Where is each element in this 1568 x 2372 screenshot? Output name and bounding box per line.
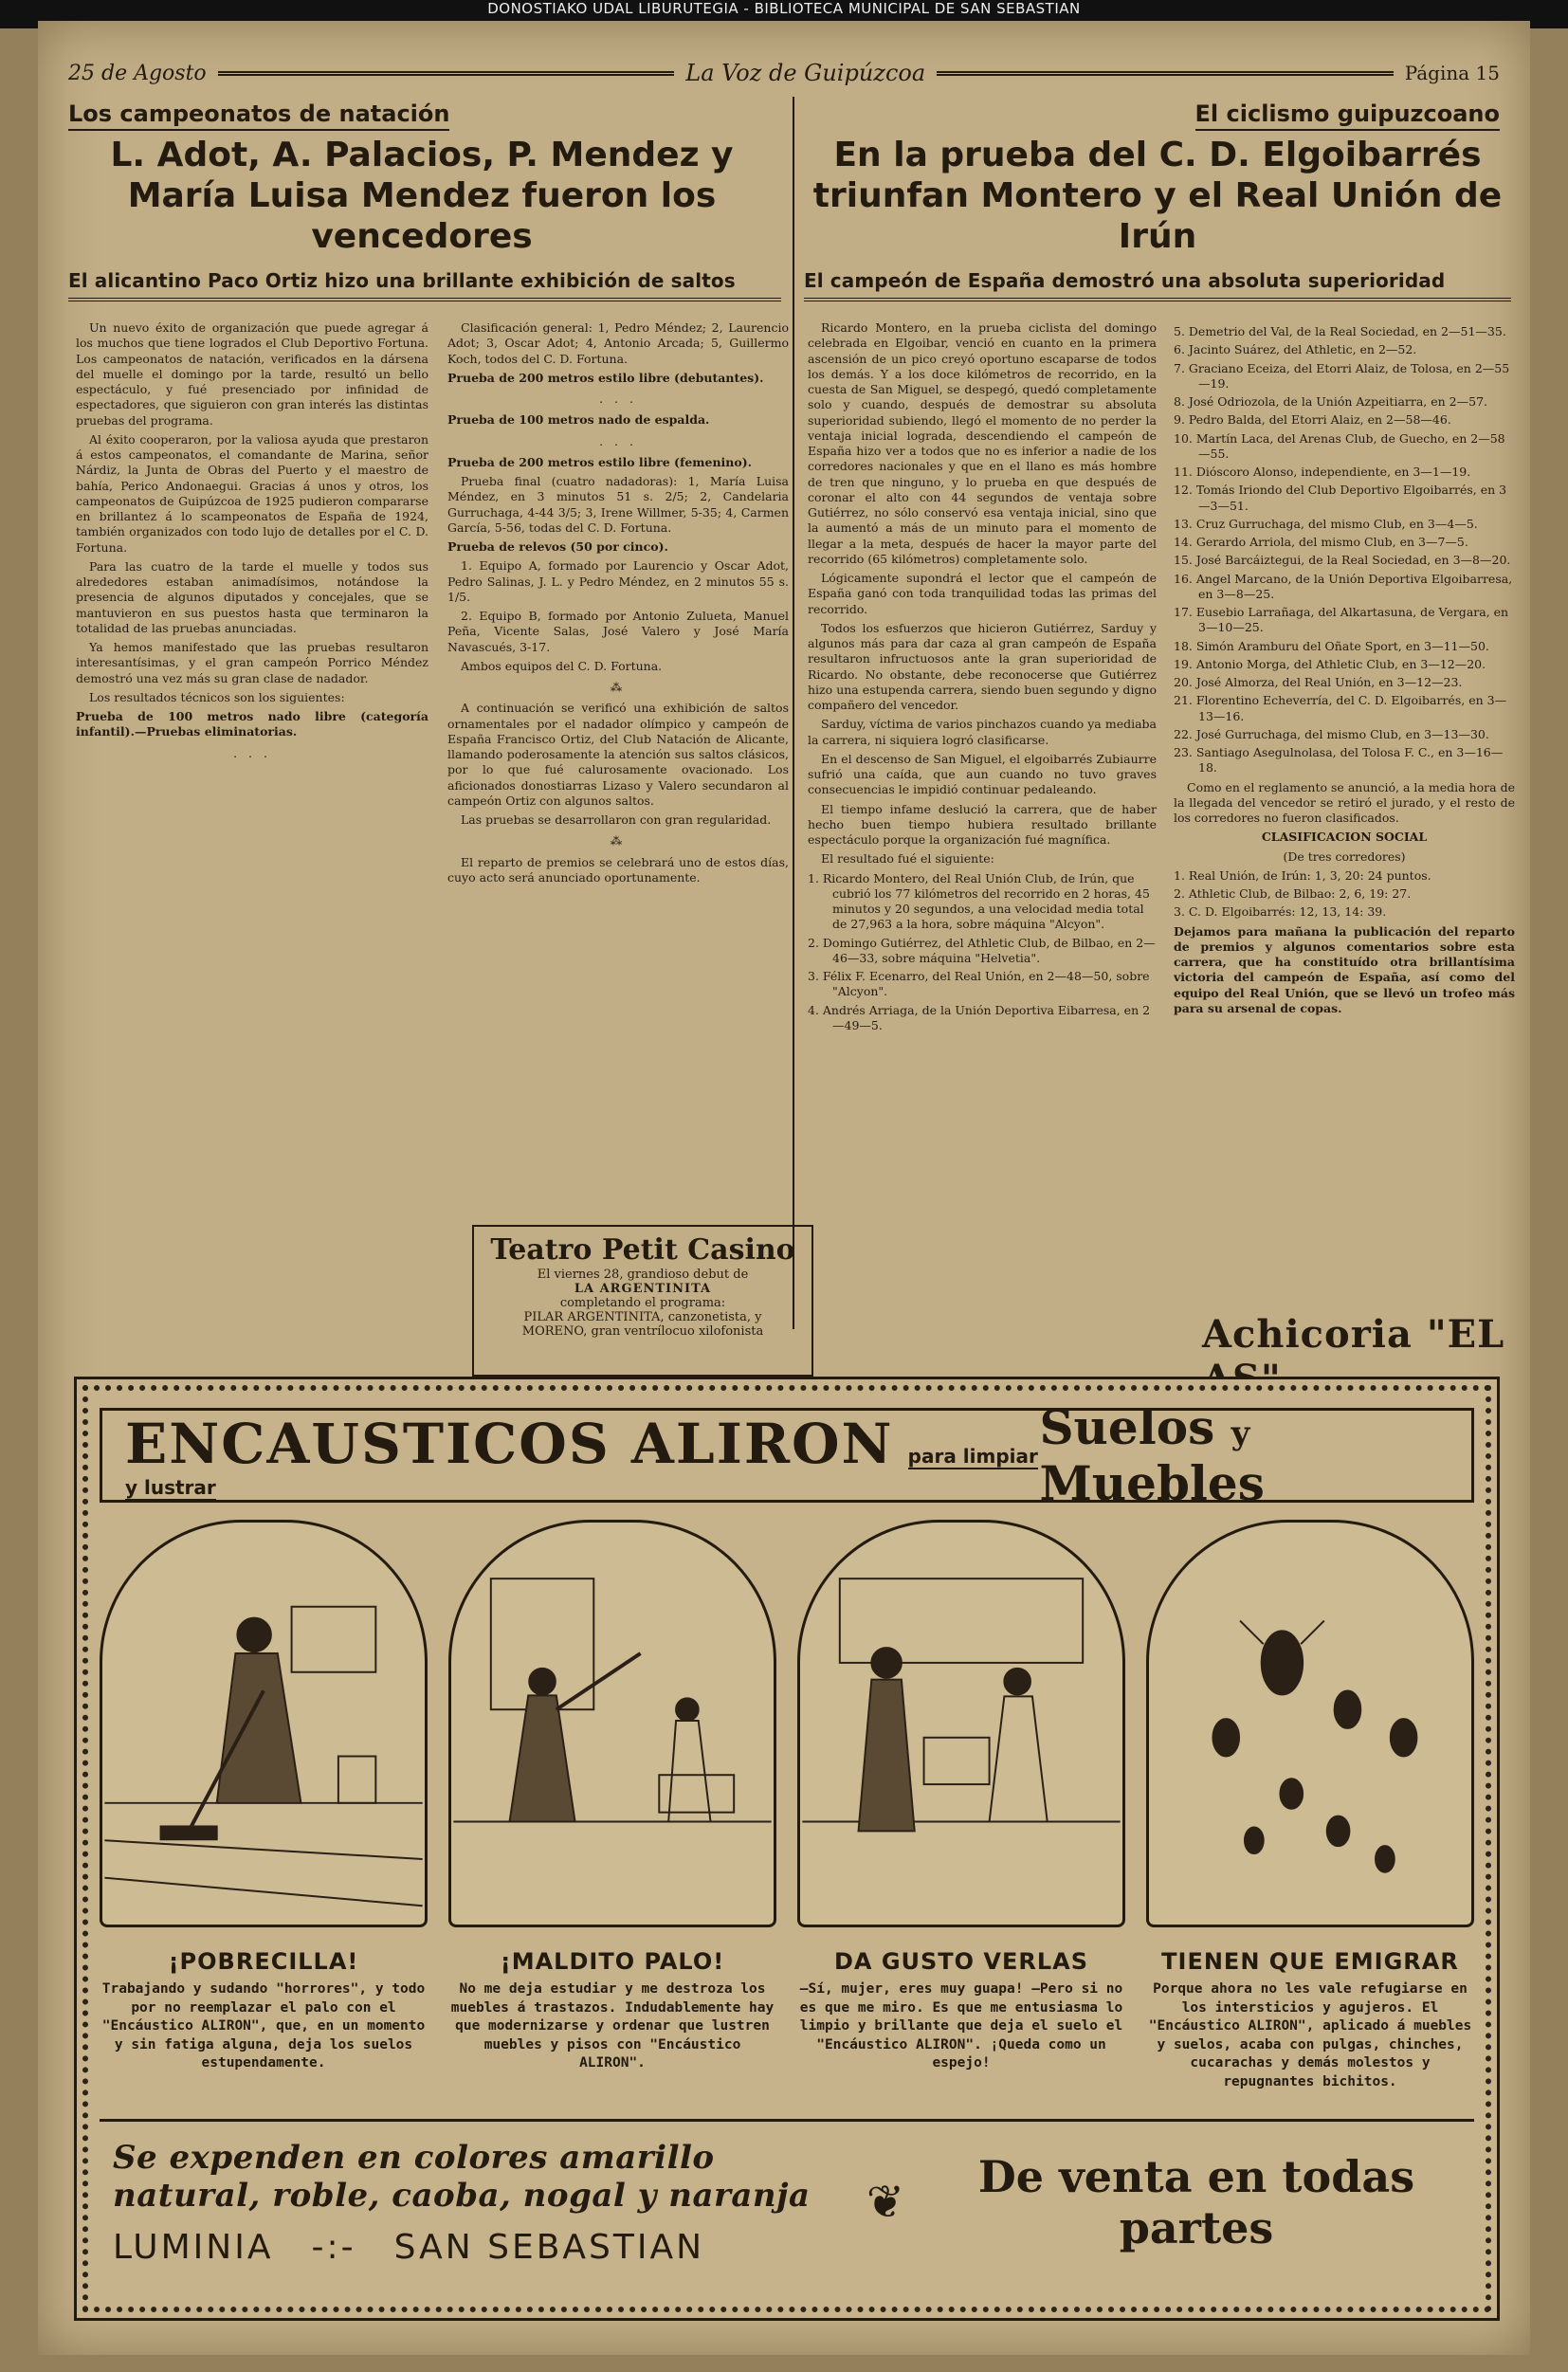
theatre-title: Teatro Petit Casino	[490, 1233, 795, 1267]
boy-and-maid-illustration	[451, 1523, 774, 1925]
result-item: 11. Dióscoro Alonso, independiente, en 3—1—19.	[1174, 465, 1471, 479]
ad-caption-title: DA GUSTO VERLAS	[833, 1948, 1089, 1975]
section-glyph: ⁂	[610, 680, 627, 694]
result-item: 3. Félix F. Ecenarro, del Real Unión, en 2—48—50, sobre "Alcyon".	[808, 969, 1150, 999]
aliron-advertisement	[74, 1377, 1500, 2321]
theatre-line: completando el programa:	[559, 1295, 726, 1310]
swimming-paragraph: Ya hemos manifestado que las pruebas resultaron interesantísimas, y el gran campeón Porrico Méndez demostró una vez más su gran clase de nadador.	[76, 640, 428, 685]
insects-emigrating-illustration	[1149, 1523, 1471, 1925]
swimming-paragraph: Prueba final (cuatro nadadoras): 1, María Luisa Méndez, en 3 minutos 51 s. 2/5; 2, Candelaria Gurruchaga, 4-44 3/5; 3, Irene Willmer, 5-35; 4, Carmen García, 5-56, todas del C. D. Fortuna.	[447, 474, 789, 535]
swimming-paragraph: 1. Equipo A, formado por Laurencio y Oscar Adot, Pedro Salinas, J. L. y Pedro Méndez, en 2 minutos 55 s. 1/5.	[447, 558, 789, 604]
result-item: 8. José Odriozola, de la Unión Azpeitiarra, en 2—57.	[1174, 394, 1487, 409]
result-item: 1. Ricardo Montero, del Real Unión Club, de Irún, que cubrió los 77 kilómetros del recorrido en 2 horas, 45 minutos y 20 segundos, a una velocidad media total de 27,963 a la hora, sobre máquina "Alcyon".	[808, 870, 1150, 932]
result-item: 6. Jacinto Suárez, del Athletic, en 2—52.	[1174, 342, 1417, 357]
theatre-star: LA ARGENTINITA	[574, 1281, 712, 1296]
swimming-paragraph: Para las cuatro de la tarde el muelle y todos sus alrededores estaban animadísimos, notándose la presencia de algunos diputados y concejales, que se mantuvieron en sus puestos hasta que terminaron la totalidad de las pruebas anunciadas.	[76, 558, 428, 635]
result-item: 15. José Barcáiztegui, de la Real Sociedad, en 3—8—20.	[1174, 553, 1511, 568]
swimming-section-kicker: Los campeonatos de natación	[68, 100, 770, 127]
social-classification-list	[1174, 868, 1515, 921]
ad-caption	[448, 1948, 776, 2100]
ad-footer	[100, 2119, 1474, 2283]
ad-caption-title: ¡POBRECILLA!	[168, 1948, 359, 1975]
ad-maker-row	[113, 2228, 852, 2267]
cycling-paragraph: Lógicamente supondrá el lector que el campeón de España ganó con toda tranquilidad todas las primas del recorrido.	[808, 571, 1157, 616]
paper-name: La Voz de Guipúzcoa	[685, 60, 926, 86]
result-item: 14. Gerardo Arriola, del mismo Club, en 3—7—5.	[1174, 535, 1468, 549]
cycling-paragraph: En el descenso de San Miguel, el elgoibarrés Zubiaurre sufrió una caída, que aun cuando no tuvo graves consecuencias le impidió continuar pedaleando.	[808, 751, 1157, 797]
mirror-floor-illustration	[800, 1523, 1122, 1925]
social-item: 1. Real Unión, de Irún: 1, 3, 20: 24 puntos.	[1174, 867, 1431, 883]
ad-panel-maid-mopping	[100, 1520, 428, 1927]
result-item: 19. Antonio Morga, del Athletic Club, en 3—12—20.	[1174, 656, 1486, 671]
result-item: 2. Domingo Gutiérrez, del Athletic Club, de Bilbao, en 2—46—33, sobre máquina "Helvetia".	[808, 935, 1156, 965]
ad-footer-left	[100, 2139, 852, 2267]
cycling-paragraph: El tiempo infame deslució la carrera, que de haber hecho buen tiempo hubiera resultado brillante espectáculo porque la organización fué magnífica.	[808, 801, 1157, 847]
ad-panel-boy-and-maid	[448, 1520, 776, 1927]
swimming-subheading: Prueba de 100 metros nado de espalda.	[447, 412, 710, 428]
ad-caption	[100, 1948, 428, 2100]
ad-title-band	[100, 1399, 1474, 1511]
ad-caption-title: ¡MALDITO PALO!	[500, 1948, 725, 1975]
ad-caption-text: No me deja estudiar y me destroza los muebles á trastazos. Indudablemente hay que modernizarse y ordenar que lustren muebles y pisos con "Encáustico ALIRON".	[450, 1981, 775, 2071]
theatre-line: MORENO, gran ventrílocuo xilofonista	[521, 1323, 764, 1339]
ad-panel-insects-emigrating	[1146, 1520, 1474, 1927]
cycling-paragraph: Todos los esfuerzos que hicieron Gutiérrez, Sarduy y algunos más para dar caza al gran campeón de España resultaron infructuosos ante la gran superioridad de Ricardo. No obstante, debe reconocerse que Gutiérrez hizo una estupenda carrera, siendo buen segundo y digno compañero del vencedor.	[808, 620, 1157, 712]
ad-sale-line: De venta en todas partes	[977, 2151, 1415, 2253]
cycling-section-kicker: El ciclismo guipuzcoano	[808, 100, 1500, 127]
maid-mopping-illustration	[102, 1523, 425, 1925]
swimming-paragraph: El reparto de premios se celebrará uno de estos días, cuyo acto será anunciado oportunamente.	[447, 854, 789, 885]
swimming-paragraph: Un nuevo éxito de organización que puede agregar á los muchos que tiene logrados el Club Deportivo Fortuna. Los campeonatos de natación, verificados en la dársena del muelle el domingo por la tarde, resultó un bello espectáculo, y fué presenciado por infinidad de espectadores, que siguieron con gran interés las distintas pruebas del programa.	[76, 320, 428, 428]
issue-date: 25 de Agosto	[68, 61, 207, 85]
ad-maker: LUMINIA	[113, 2227, 274, 2267]
ad-separator: -:-	[311, 2227, 356, 2267]
result-item: 22. José Gurruchaga, del mismo Club, en 3—13—30.	[1174, 726, 1489, 741]
ad-caption	[1146, 1948, 1474, 2100]
ad-colors-line: Se expenden en colores amarillo natural, roble, caoba, nogal y naranja	[113, 2138, 811, 2215]
theatre-notice	[472, 1225, 813, 1377]
library-banner: DONOSTIAKO UDAL LIBURUTEGIA - BIBLIOTECA MUNICIPAL DE SAN SEBASTIAN	[0, 0, 1568, 28]
result-item: 10. Martín Laca, del Arenas Club, de Guecho, en 2—58—55.	[1174, 430, 1505, 461]
newspaper-page	[38, 21, 1530, 2355]
fleuron-icon: ❦	[866, 2176, 905, 2229]
swimming-standfirst: El alicantino Paco Ortiz hizo una brillante exhibición de saltos	[68, 269, 781, 301]
cycling-paragraph: El resultado fué el siguiente:	[821, 851, 994, 867]
swimming-subheading: Prueba de relevos (50 por cinco).	[447, 539, 668, 554]
result-item: 17. Eusebio Larrañaga, del Alkartasuna, de Vergara, en 3—10—25.	[1174, 605, 1509, 635]
ad-city: SAN SEBASTIAN	[393, 2227, 705, 2267]
ad-caption-text: —Sí, mujer, eres muy guapa! —Pero si no es que me miro. Es que me entusiasma lo limpio y brillante que deja el suelo el "Encáustico ALIRON". ¡Queda como un espejo!	[799, 1981, 1123, 2071]
result-item: 5. Demetrio del Val, de la Real Sociedad, en 2—51—35.	[1174, 324, 1506, 338]
swimming-paragraph: 2. Equipo B, formado por Antonio Zulueta, Manuel Peña, Vicente Salas, José Valero y José María Navascués, 3-17.	[447, 609, 789, 654]
cycling-standfirst: El campeón de España demostró una absoluta superioridad	[804, 269, 1511, 301]
social-item: 3. C. D. Elgoibarrés: 12, 13, 14: 39.	[1174, 904, 1387, 920]
abridged-marker: . . .	[599, 392, 637, 406]
column-divider	[793, 97, 794, 1329]
swimming-paragraph: Ambos equipos del C. D. Fortuna.	[461, 658, 663, 673]
result-item: 16. Angel Marcano, de la Unión Deportiva Elgoibarresa, en 3—8—25.	[1174, 571, 1513, 601]
swimming-paragraph: Clasificación general: 1, Pedro Méndez; 2, Laurencio Adot; 3, Oscar Adot; 4, Antonio Arcada; 5, Guillermo Koch, todos del C. D. Fortuna.	[447, 320, 789, 366]
swimming-paragraph: A continuación se verificó una exhibición de saltos ornamentales por el nadador olímpico y campeón de España Francisco Ortiz, del Club Natación de Alicante, llamando poderosamente la atención sus saltos clásicos, por lo que fué calurosamente ovacionado. Los aficionados donostiarras Lizaso y Valero secundaron al campeón Ortiz con algunos saltos.	[447, 701, 789, 808]
social-classification-subtitle: (De tres corredores)	[1283, 848, 1406, 864]
cycling-paragraph: Ricardo Montero, en la prueba ciclista del domingo celebrada en Elgoibar, venció en cuanto en la primera ascensión de un pico creyó oportuno escaparse de todos los demás. Y a los doce kilómetros de recorrido, en la cuesta de San Miguel, se despegó, quedó completamente solo y cuando, después de demostrar su absoluta superioridad subiendo, llegó el momento de no perder la ventaja inicial lograda, descendiendo el campeón de España hizo ver a todos que no es inferior a nadie de los corredores nacionales y que en el llano es más hombre de tren que ninguno, y lo prueba en que después de coronar el alto con 44 segundos de ventaja sobre Gutiérrez, no sólo conservó esa ventaja inicial, sino que la aumentó a más de un minuto para el momento de llegar a la meta, después de hacer la mayor parte del recorrido (65 kilómetros) completamente solo.	[808, 320, 1157, 566]
result-item: 13. Cruz Gurruchaga, del mismo Club, en 3—4—5.	[1174, 516, 1478, 531]
swimming-subheading: Prueba de 200 metros estilo libre (debutantes).	[447, 370, 764, 385]
cycling-results-list-cont	[1174, 324, 1515, 776]
cycling-paragraph: Como en el reglamento se anunció, a la media hora de la llegada del vencedor se retiró el jurado, y el resto de los corredores no fueron clasificados.	[1174, 779, 1515, 825]
achicoria-name: Achicoria "EL	[1202, 1312, 1505, 1357]
ad-captions	[100, 1948, 1474, 2100]
ad-caption-text: Trabajando y sudando "horrores", y todo por no reemplazar el palo con el "Encáustico ALIRON", que, en un momento y sin fatiga alguna, deja los suelos estupendamente.	[101, 1981, 426, 2071]
result-item: 23. Santiago Asegulnolasa, del Tolosa F. C., en 3—16—18.	[1174, 745, 1504, 775]
masthead-rule-right	[937, 71, 1394, 76]
cycling-paragraph: Sarduy, víctima de varios pinchazos cuando ya mediaba la carrera, ni siquiera logró clasificarse.	[808, 717, 1157, 747]
page-number: Página 15	[1404, 62, 1500, 84]
swimming-column-2	[447, 320, 789, 1202]
abridged-marker: . . .	[233, 745, 271, 760]
swimming-column-1	[76, 320, 428, 1373]
result-item: 12. Tomás Iriondo del Club Deportivo Elgoibarrés, en 3—3—51.	[1174, 483, 1507, 513]
result-item: 4. Andrés Arriaga, de la Unión Deportiva Eibarresa, en 2—49—5.	[808, 1002, 1151, 1032]
swimming-subheading: Prueba de 200 metros estilo libre (femenino).	[447, 454, 753, 469]
cycling-closing-paragraph: Dejamos para mañana la publicación del reparto de premios y algunos comentarios sobre esta carrera, que ha constituído otra brillantísima victoria del campeón de España, así como del equipo del Real Unión, que se llevó un trofeo más para su arsenal de copas.	[1174, 923, 1515, 1015]
abridged-marker: . . .	[599, 433, 637, 448]
social-classification-title: CLASIFICACION SOCIAL	[1261, 830, 1428, 845]
theatre-line: El viernes 28, grandioso debut de	[537, 1267, 749, 1282]
theatre-line: PILAR ARGENTINITA, canzonetista, y	[523, 1309, 762, 1324]
ad-brand: ENCAUSTICOS ALIRON	[125, 1412, 894, 1476]
ad-products: Suelos y Muebles	[1039, 1399, 1265, 1511]
ad-caption-title: TIENEN QUE EMIGRAR	[1161, 1948, 1459, 1975]
masthead	[68, 57, 1500, 89]
cycling-column-1	[808, 320, 1157, 1392]
swimming-paragraph: Al éxito cooperaron, por la valiosa ayuda que prestaron á estos campeonatos, el comandante de Marina, señor Nárdiz, la Junta de Obras del Puerto y el maestro de bahía, Perico Andonaegui. Gracias á unos y otros, los campeonatos de Guipúzcoa de 1925 pudieron compararse en brillantez á lo scampeonatos de España de 1924, también organizados con todo lujo de detalles por el C. D. Fortuna.	[76, 431, 428, 555]
masthead-rule-left	[218, 71, 675, 76]
result-item: 7. Graciano Eceiza, del Etorri Alaiz, de Tolosa, en 2—55—19.	[1174, 360, 1510, 391]
result-item: 18. Simón Aramburu del Oñate Sport, en 3—11—50.	[1174, 638, 1489, 653]
swimming-paragraph: Las pruebas se desarrollaron con gran regularidad.	[461, 812, 772, 827]
ad-caption	[797, 1948, 1125, 2100]
result-item: 20. José Almorza, del Real Unión, en 3—12—23.	[1174, 675, 1463, 689]
swimming-paragraph: Los resultados técnicos son los siguientes:	[89, 689, 345, 704]
ad-purpose: para limpiar y lustrar	[125, 1445, 1038, 1499]
ad-panel-mirror-floor	[797, 1520, 1125, 1927]
swimming-headline: L. Adot, A. Palacios, P. Mendez y María Luisa Mendez fueron los vencedores	[110, 136, 734, 257]
cycling-headline: En la prueba del C. D. Elgoibarrés triunfan Montero y el Real Unión de Irún	[812, 136, 1503, 257]
ad-caption-text: Porque ahora no les vale refugiarse en los intersticios y agujeros. El "Encáustico ALIRON", aplicado á muebles y suelos, acaba con pulgas, chinches, cucarachas y demás molestos y repugnantes bichitos.	[1148, 1981, 1472, 2089]
result-item: 9. Pedro Balda, del Etorri Alaiz, en 2—58—46.	[1174, 412, 1451, 428]
swimming-subheading: Prueba de 100 metros nado libre (categoría infantil).—Pruebas eliminatorias.	[76, 709, 428, 739]
social-item: 2. Athletic Club, de Bilbao: 2, 6, 19: 27.	[1174, 886, 1412, 901]
cycling-results-list	[808, 871, 1157, 1034]
section-glyph: ⁂	[610, 833, 627, 848]
cycling-column-2	[1174, 320, 1515, 1306]
result-item: 21. Florentino Echeverría, del C. D. Elgoibarrés, en 3—13—16.	[1174, 693, 1507, 723]
ad-illustration-panels	[100, 1520, 1474, 1927]
